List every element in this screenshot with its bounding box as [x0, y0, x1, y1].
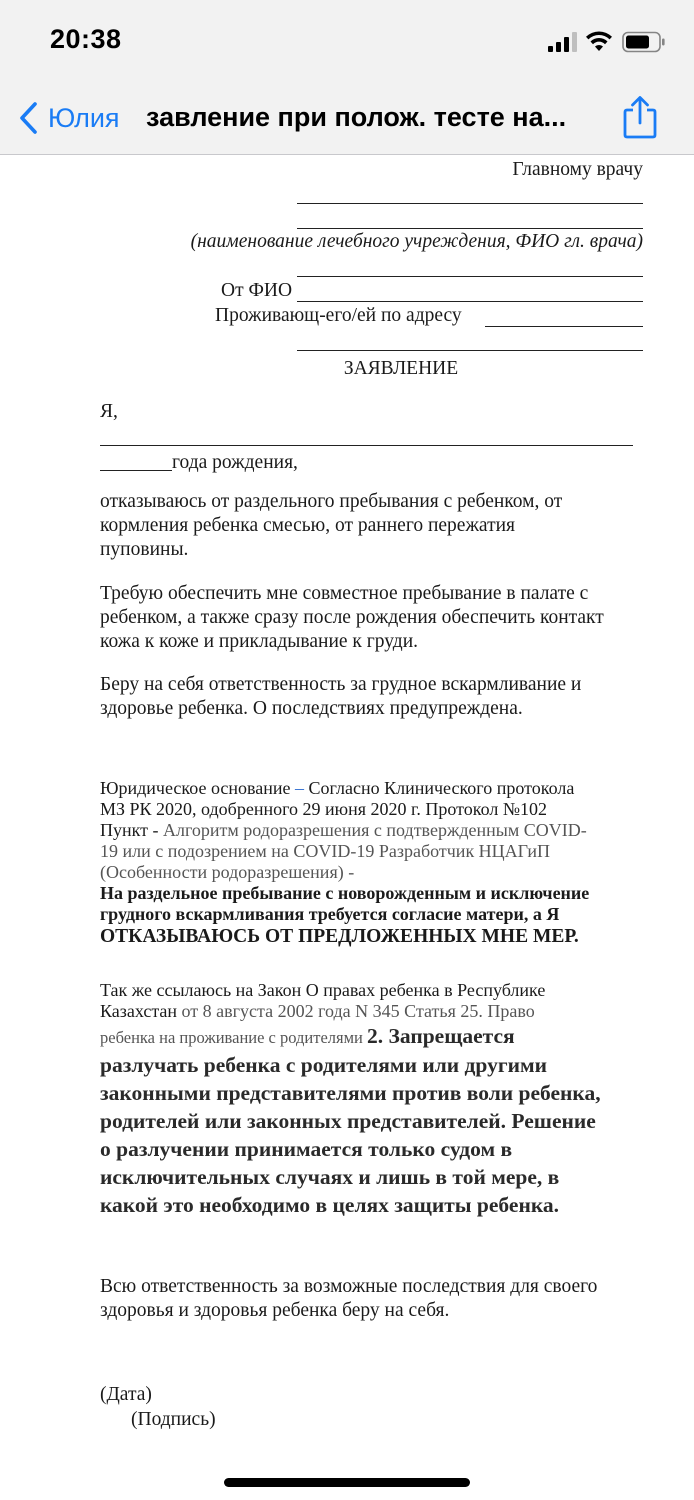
fill-line [297, 276, 643, 277]
fill-line [297, 228, 643, 229]
address-fill-line [485, 326, 643, 327]
bold-line: родителей или законных представителей. Решение [100, 1109, 596, 1133]
fill-line [297, 203, 643, 204]
document-title: завление при полож. тесте на... [146, 102, 567, 132]
i-label: Я, [100, 401, 118, 422]
text-line: кожа к коже и прикладывание к груди. [100, 631, 419, 652]
status-bar [0, 0, 694, 86]
fill-line [297, 350, 643, 351]
bold-line: о разлучении принимается только судом в [100, 1137, 513, 1161]
bold-line: разлучать ребенка с родителями или другими [100, 1053, 548, 1077]
responsibility-breastfeeding-paragraph [100, 673, 645, 721]
bold-line: грудного вскармливания требуется согласие матери, а Я [100, 904, 560, 924]
institution-note: (наименование лечебного учреждения, ФИО гл. врача) [190, 231, 643, 252]
signature-label: (Подпись) [131, 1409, 216, 1430]
text-line: ребенком, а также сразу после рождения обеспечить контакт [100, 607, 604, 628]
text-line: пуповины. [100, 539, 189, 560]
addressee-label: Главному врачу [512, 159, 643, 180]
from-fill-line [297, 301, 643, 302]
text-line: 19 или с подозрением на COVID-19 Разработчик НЦАГиП [100, 841, 551, 861]
text-line: Беру на себя ответственность за грудное вскармливание и [100, 674, 582, 695]
home-indicator[interactable] [224, 1478, 470, 1487]
share-icon[interactable] [620, 94, 660, 140]
from-label: От ФИО [221, 280, 293, 301]
text-line: Требую обеспечить мне совместное пребывание в палате с [100, 583, 589, 604]
text-line: ребенка на проживание с родителями 2. Запрещается [100, 1024, 515, 1048]
address-label: Проживающ-его/ей по адресу [215, 305, 462, 326]
battery-icon [622, 31, 666, 53]
navigation-bar [0, 86, 694, 155]
name-fill-line [100, 445, 633, 446]
back-button-label: Юлия [48, 102, 120, 133]
refusal-paragraph [100, 490, 645, 562]
birth-year-label: года рождения, [172, 452, 298, 473]
document-page [0, 155, 694, 1500]
demand-paragraph [100, 582, 645, 654]
text-line: Пункт - Алгоритм родоразрешения с подтвержденным COVID- [100, 820, 587, 840]
text-line: Всю ответственность за возможные последствия для своего [100, 1276, 598, 1297]
legal-basis-protocol [100, 778, 645, 948]
date-label: (Дата) [100, 1384, 152, 1405]
text-line: отказываюсь от раздельного пребывания с ребенком, от [100, 491, 563, 512]
text-line: Юридическое основание – Согласно Клинического протокола [100, 778, 575, 798]
chevron-left-icon [18, 101, 38, 135]
text-line: здоровье ребенка. О последствиях предупреждена. [100, 698, 523, 719]
text-line: Так же ссылаюсь на Закон О правах ребенка в Республике [100, 980, 546, 1000]
text-line: здоровья и здоровья ребенка беру на себя. [100, 1300, 450, 1321]
final-responsibility-paragraph [100, 1275, 645, 1323]
statement-heading: ЗАЯВЛЕНИЕ [343, 358, 459, 379]
legal-basis-child-rights-law [100, 980, 645, 1219]
bold-line: законными представителями против воли ребенка, [100, 1081, 601, 1105]
text-line: кормления ребенка смесью, от раннего пережатия [100, 515, 516, 536]
wifi-icon [585, 30, 613, 52]
status-time: 20:38 [50, 24, 122, 54]
bold-line: исключительных случаях и лишь в той мере, в [100, 1165, 560, 1189]
bold-line: ОТКАЗЫВАЮСЬ ОТ ПРЕДЛОЖЕННЫХ МНЕ МЕР. [100, 926, 579, 947]
back-button[interactable] [18, 98, 120, 138]
text-line: Казахстан от 8 августа 2002 года N 345 Статья 25. Право [100, 1001, 535, 1021]
bold-line: На раздельное пребывание с новорожденным и исключение [100, 883, 590, 903]
birth-year-fill-line [100, 470, 172, 471]
cellular-signal-icon [548, 32, 578, 52]
text-line: МЗ РК 2020, одобренного 29 июня 2020 г. Протокол №102 [100, 799, 548, 819]
bold-line: какой это необходимо в целях защиты ребенка. [100, 1193, 560, 1217]
text-line: (Особенности родоразрешения) - [100, 862, 355, 882]
